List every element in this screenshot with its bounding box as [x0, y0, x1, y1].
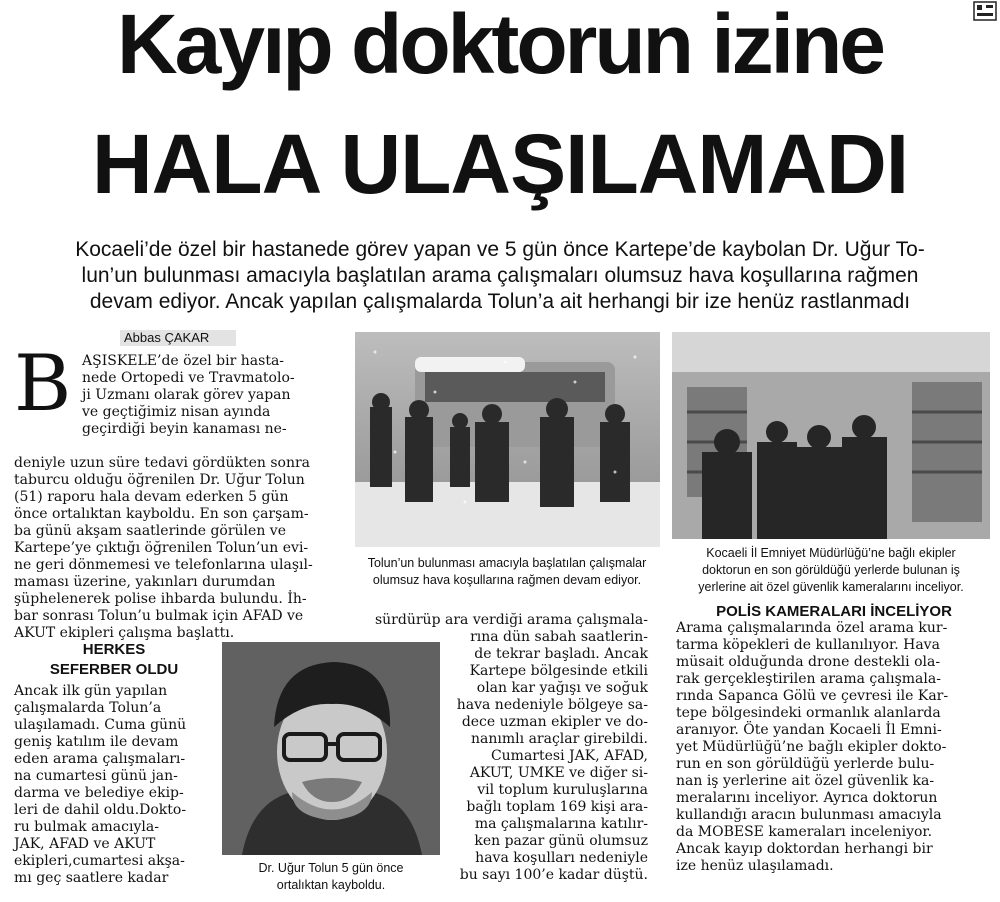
- text-line: önce ortalıktan kayboldu. En son çarşam-: [14, 506, 309, 522]
- text-line: ru bulmak amacıyla-: [14, 819, 159, 835]
- text-line: de tekrar başladı. Ancak: [474, 646, 648, 662]
- text-line: hava nedeniyle bölgeye sa-: [456, 697, 648, 713]
- text-line: tarma köpekleri de kullanılıyor. Hava: [676, 637, 940, 653]
- caption-line: Dr. Uğur Tolun 5 gün önce: [258, 861, 404, 875]
- text-line: ken pazar günü olumsuz: [474, 833, 648, 849]
- text-line: müsait olduğunda drone destekli ola-: [676, 654, 941, 670]
- subhead-polis-kameralari: POLİS KAMERALARI İNCELİYOR: [716, 603, 952, 620]
- photo-police-store: [672, 332, 990, 539]
- caption-line: Kocaeli İl Emniyet Müdürlüğü’ne bağlı ekipler: [706, 546, 956, 560]
- text-line: hava koşulları nedeniyle: [475, 850, 648, 866]
- caption-search-team: [348, 555, 666, 589]
- caption-line: yerlerine ait özel güvenlik kameralarını inceliyor.: [698, 580, 964, 594]
- text-line: leri de dahil oldu.Dokto-: [14, 802, 187, 818]
- text-line: bağlı toplam 169 kişi ara-: [466, 799, 648, 815]
- subhead-line: HERKES: [82, 641, 146, 658]
- caption-line: Tolun’un bulunması amacıyla başlatılan çalışmalar: [367, 556, 647, 570]
- subhead-line: SEFERBER OLDU: [49, 661, 179, 678]
- text-line: kullandığı aracın bulunması amacıyla: [676, 807, 942, 823]
- text-line: şüphelenerek polise ihbarda bulundu. İh-: [14, 591, 307, 607]
- caption-line: olumsuz hava koşullarına rağmen devam ediyor.: [372, 573, 642, 587]
- text-line: Cumartesi JAK, AFAD,: [490, 748, 648, 764]
- text-line: bar sonrası Tolun’u bulmak için AFAD ve: [14, 608, 304, 624]
- text-line: Kartepe bölgesinde etkili: [469, 663, 648, 679]
- text-line: da MOBESE kameraları inceleniyor.: [676, 824, 933, 840]
- lede-line: devam ediyor. Ancak yapılan çalışmalarda Tolun’a ait herhangi bir ize henüz rastlanmadı: [89, 290, 911, 313]
- text-line: dece uzman ekipler ve do-: [461, 714, 648, 730]
- photo-search-team-snow: [355, 332, 660, 547]
- text-line: ekipleri,cumartesi akşa-: [14, 853, 185, 869]
- photo-portrait-dr-tolun: [222, 642, 440, 855]
- text-line: (51) raporu hala devam ederken 5 gün: [14, 489, 289, 505]
- text-line: ba günü akşam saatlerinde görülen ve: [14, 523, 286, 539]
- text-line: rına dün sabah saatlerin-: [470, 629, 648, 645]
- text-line: olan kar yağışı ve soğuk: [476, 680, 648, 696]
- column-3-text: [676, 620, 992, 875]
- text-line: ji Uzmanı olarak görev yapan: [82, 387, 291, 403]
- text-line: Arama çalışmalarında özel arama kur-: [676, 620, 948, 636]
- text-line: Ancak kayıp doktordan herhangi bir: [676, 841, 933, 857]
- text-line: yet Müdürlüğü’ne bağlı ekipler dokto-: [676, 739, 947, 755]
- text-line: AŞISKELE’de özel bir hasta-: [82, 353, 285, 369]
- text-line: ve geçtiğimiz nisan ayında: [82, 404, 271, 420]
- byline: Abbas ÇAKAR: [120, 330, 236, 346]
- text-line: AKUT ekipleri çalışma başlattı.: [14, 625, 235, 641]
- text-line: geniş katılım ile devam: [14, 734, 179, 750]
- lede: [4, 237, 996, 315]
- text-line: AKUT, UMKE ve diğer si-: [469, 765, 648, 781]
- text-line: na cumartesi günü jan-: [14, 768, 178, 784]
- text-line: sürdürüp ara verdiği arama çalışmala-: [374, 612, 648, 628]
- subhead-herkes-seferber: [14, 640, 214, 680]
- column-1-dropcap-text: [82, 353, 352, 438]
- text-line: rında Sapanca Gölü ve çevresi ile Kar-: [676, 688, 949, 704]
- caption-line: ortalıktan kayboldu.: [276, 878, 386, 892]
- text-line: ma çalışmalarına katılır-: [474, 816, 648, 832]
- text-line: vil toplum kuruluşlarına: [477, 782, 648, 798]
- text-line: aranıyor. Öte yandan Kocaeli İl Emni-: [676, 722, 942, 738]
- text-line: nan iş yerlerine ait özel güvenlik ka-: [676, 773, 935, 789]
- text-line: deniyle uzun süre tedavi gördükten sonra: [14, 455, 311, 471]
- text-line: maması üzerine, yakınları durumdan: [14, 574, 276, 590]
- text-line: eden arama çalışmaları-: [14, 751, 186, 767]
- headline-line-1: Kayıp doktorun izine: [116, 0, 884, 91]
- text-line: ulaşılamadı. Cuma günü: [14, 717, 187, 733]
- lede-line: lun’un bulunması amacıyla başlatılan arama çalışmaları olumsuz hava koşullarına rağmen: [81, 264, 919, 287]
- text-line: mı geç saatlere kadar: [14, 870, 169, 886]
- text-line: meralarını inceliyor. Ayrıca doktorun: [676, 790, 938, 806]
- text-line: geçirdiği beyin kanaması ne-: [82, 421, 287, 437]
- text-line: rak gerçekleştirilen arama çalışmala-: [676, 671, 941, 687]
- caption-police-store: [672, 545, 990, 596]
- caption-line: doktorun en son görüldüğü yerlerde bulunan iş: [702, 563, 960, 577]
- text-line: Ancak ilk gün yapılan: [14, 683, 168, 699]
- text-line: Kartepe’ye çıktığı öğrenilen Tolun’un evi-: [14, 540, 309, 556]
- text-line: ize henüz ulaşılamadı.: [676, 858, 834, 874]
- corner-mark-icon: [972, 0, 998, 22]
- text-line: çalışmalarda Tolun’a: [14, 700, 162, 716]
- text-line: nanımlı araçlar girebildi.: [471, 731, 648, 747]
- caption-portrait: [222, 860, 440, 894]
- text-line: darma ve belediye ekip-: [14, 785, 184, 801]
- text-line: tepe bölgesindeki ormanlık alanlarda: [676, 705, 941, 721]
- lede-line: Kocaeli’de özel bir hastanede görev yapan ve 5 gün önce Kartepe’de kaybolan Dr. Uğur To-: [75, 238, 925, 261]
- text-line: run en son görüldüğü yerlerde bulu-: [676, 756, 935, 772]
- headline-line-2: HALA ULAŞILAMADI: [91, 117, 909, 211]
- text-line: taburcu olduğu öğrenilen Dr. Uğur Tolun: [14, 472, 305, 488]
- text-line: ne geri dönmemesi ve telefonlarına ulaşıl-: [14, 557, 313, 573]
- column-1-text: [14, 455, 352, 642]
- column-1-continued: [14, 683, 219, 887]
- text-line: nede Ortopedi ve Travmatolo-: [82, 370, 295, 386]
- text-line: JAK, AFAD ve AKUT: [14, 836, 156, 852]
- drop-cap: B: [14, 339, 72, 429]
- text-line: bu sayı 100’e kadar düştü.: [459, 867, 648, 883]
